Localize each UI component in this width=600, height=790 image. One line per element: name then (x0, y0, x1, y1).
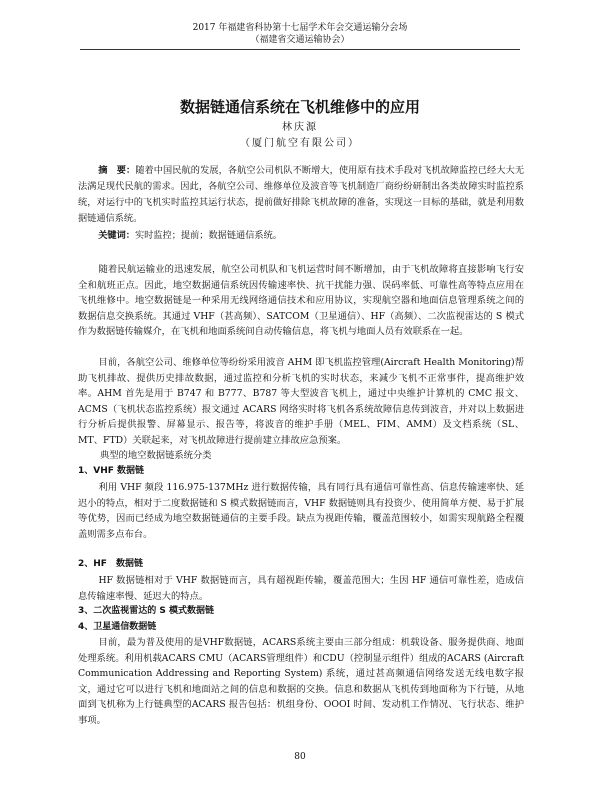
paper-affiliation: （厦门航空有限公司） (240, 138, 360, 149)
section-3-heading: 3、二次监视雷达的 S 模式数据链 (78, 606, 215, 616)
types-heading: 典型的地空数据链系统分类 (100, 450, 212, 461)
section-4-heading: 4、卫星通信数据链 (78, 622, 157, 632)
abstract (78, 163, 524, 227)
section-1-heading: 1、VHF 数据链 (78, 466, 145, 476)
abstract-text: 随着中国民航的发展，各航空公司机队不断增大，使用原有技术手段对飞机故障监控已经大大无法满足现代民航的需求。因此，各航空公司、维修单位及波音等飞机制造厂商纷纷研制出各类故障实时监控系统，对运行中的飞机实时监控其运行状态，提前做好排除飞机故障的准备，实现这一目标的基础，就是利用数据链通信系统。 (78, 165, 525, 224)
keywords (78, 228, 524, 244)
header-rule (80, 49, 520, 50)
paper-author: 林庆源 (282, 122, 318, 133)
page-number: 80 (294, 752, 306, 762)
section-2-heading: 2、HF 数据链 (78, 559, 143, 569)
conference-header: 2017 年福建省科协第十七届学术年会交通运输分会场 (192, 23, 408, 33)
section-2-text: HF 数据链相对于 VHF 数据链而言，具有超视距传输，覆盖范围大；生因 HF 通信可靠性差，造成信息传输速率慢、延迟大的特点。 (78, 575, 524, 602)
paragraph-5: 目前，最为普及使用的是VHF数据链，ACARS系统主要由三部分组成：机载设备、服务提供商、地面处理系统。利用机载ACARS CMU（ACARS管理组件）和CDU（控制显示组件）组成的ACARS (Aircraft Communication Addressing and Reporting System) 系统，通过甚高频通信网络发送无线电数字报文，通过它可以进行飞机和地面站之间的信息和数据的交换。信息和数据从飞机传到地面称为下行链，从地面到飞机称为上行链典型的ACARS 报告包括：机组身份、OOOI 时间、发动机工作情况、飞行状态、维护事项。 (78, 637, 524, 726)
section-1-text: 利用 VHF 频段 116.975-137MHz 进行数据传输，具有同行具有通信可靠性高、信息传输速率快、延迟小的特点，相对于二度数据链和 S 模式数据链而言，VHF 数据链则具有投资少、使用简单方便、易于扩展等优势，因而已经成为地空数据链通信的主要手段。缺点为视距传输，覆盖范围较小，如需实现航路全程覆盖则需多点布台。 (78, 482, 524, 540)
keywords-text: 实时监控；提前；数据链通信系统。 (134, 230, 282, 241)
abstract-label: 摘 要： (98, 165, 136, 176)
paragraph-2: 目前，各航空公司、维修单位等纷纷采用波音 AHM 即飞机监控管理(Aircraft Health Monitoring)帮助飞机排故、提供历史排故数据，通过监控和分析飞机的实时状态，来减少飞机不正常事件，提高维护效率。AHM 首先是用于 B747 和 B777、B787 等大型波音飞机上，通过中央维护计算机的 CMC 报文、ACMS（飞机状态监控系统）报文通过 ACARS 网络实时将飞机各系统故障信息传到波音，并对以上数据进行分析后提供报警、屏幕显示、报告等，将波音的维护手册（MEL、FIM、AMM）及文档系统（SL、MT、FTD）关联起来，对飞机故障进行提前建立排故应急预案。 (78, 357, 524, 446)
conference-subheader: （福建省交通运输协会） (250, 35, 350, 45)
keywords-label: 关键词： (98, 230, 135, 241)
paragraph-1: 随着民航运输业的迅速发展，航空公司机队和飞机运营时间不断增加，由于飞机故障将直接影响飞行安全和航班正点。因此，地空数据通信系统因传输速率快、抗干扰能力强、误码率低、可靠性高等特点应用在飞机维修中。地空数据链是一种采用无线网络通信技术和应用协议，实现航空器和地面信息管理系统之间的数据信息交换系统。其通过 VHF（甚高频）、SATCOM（卫星通信）、HF（高频）、二次监视雷达的 S 模式作为数据链传输媒介，在飞机和地面系统间自动传输信息，将飞机与地面人员有效联系在一起。 (78, 264, 524, 338)
paper-title: 数据链通信系统在飞机维修中的应用 (179, 98, 420, 116)
